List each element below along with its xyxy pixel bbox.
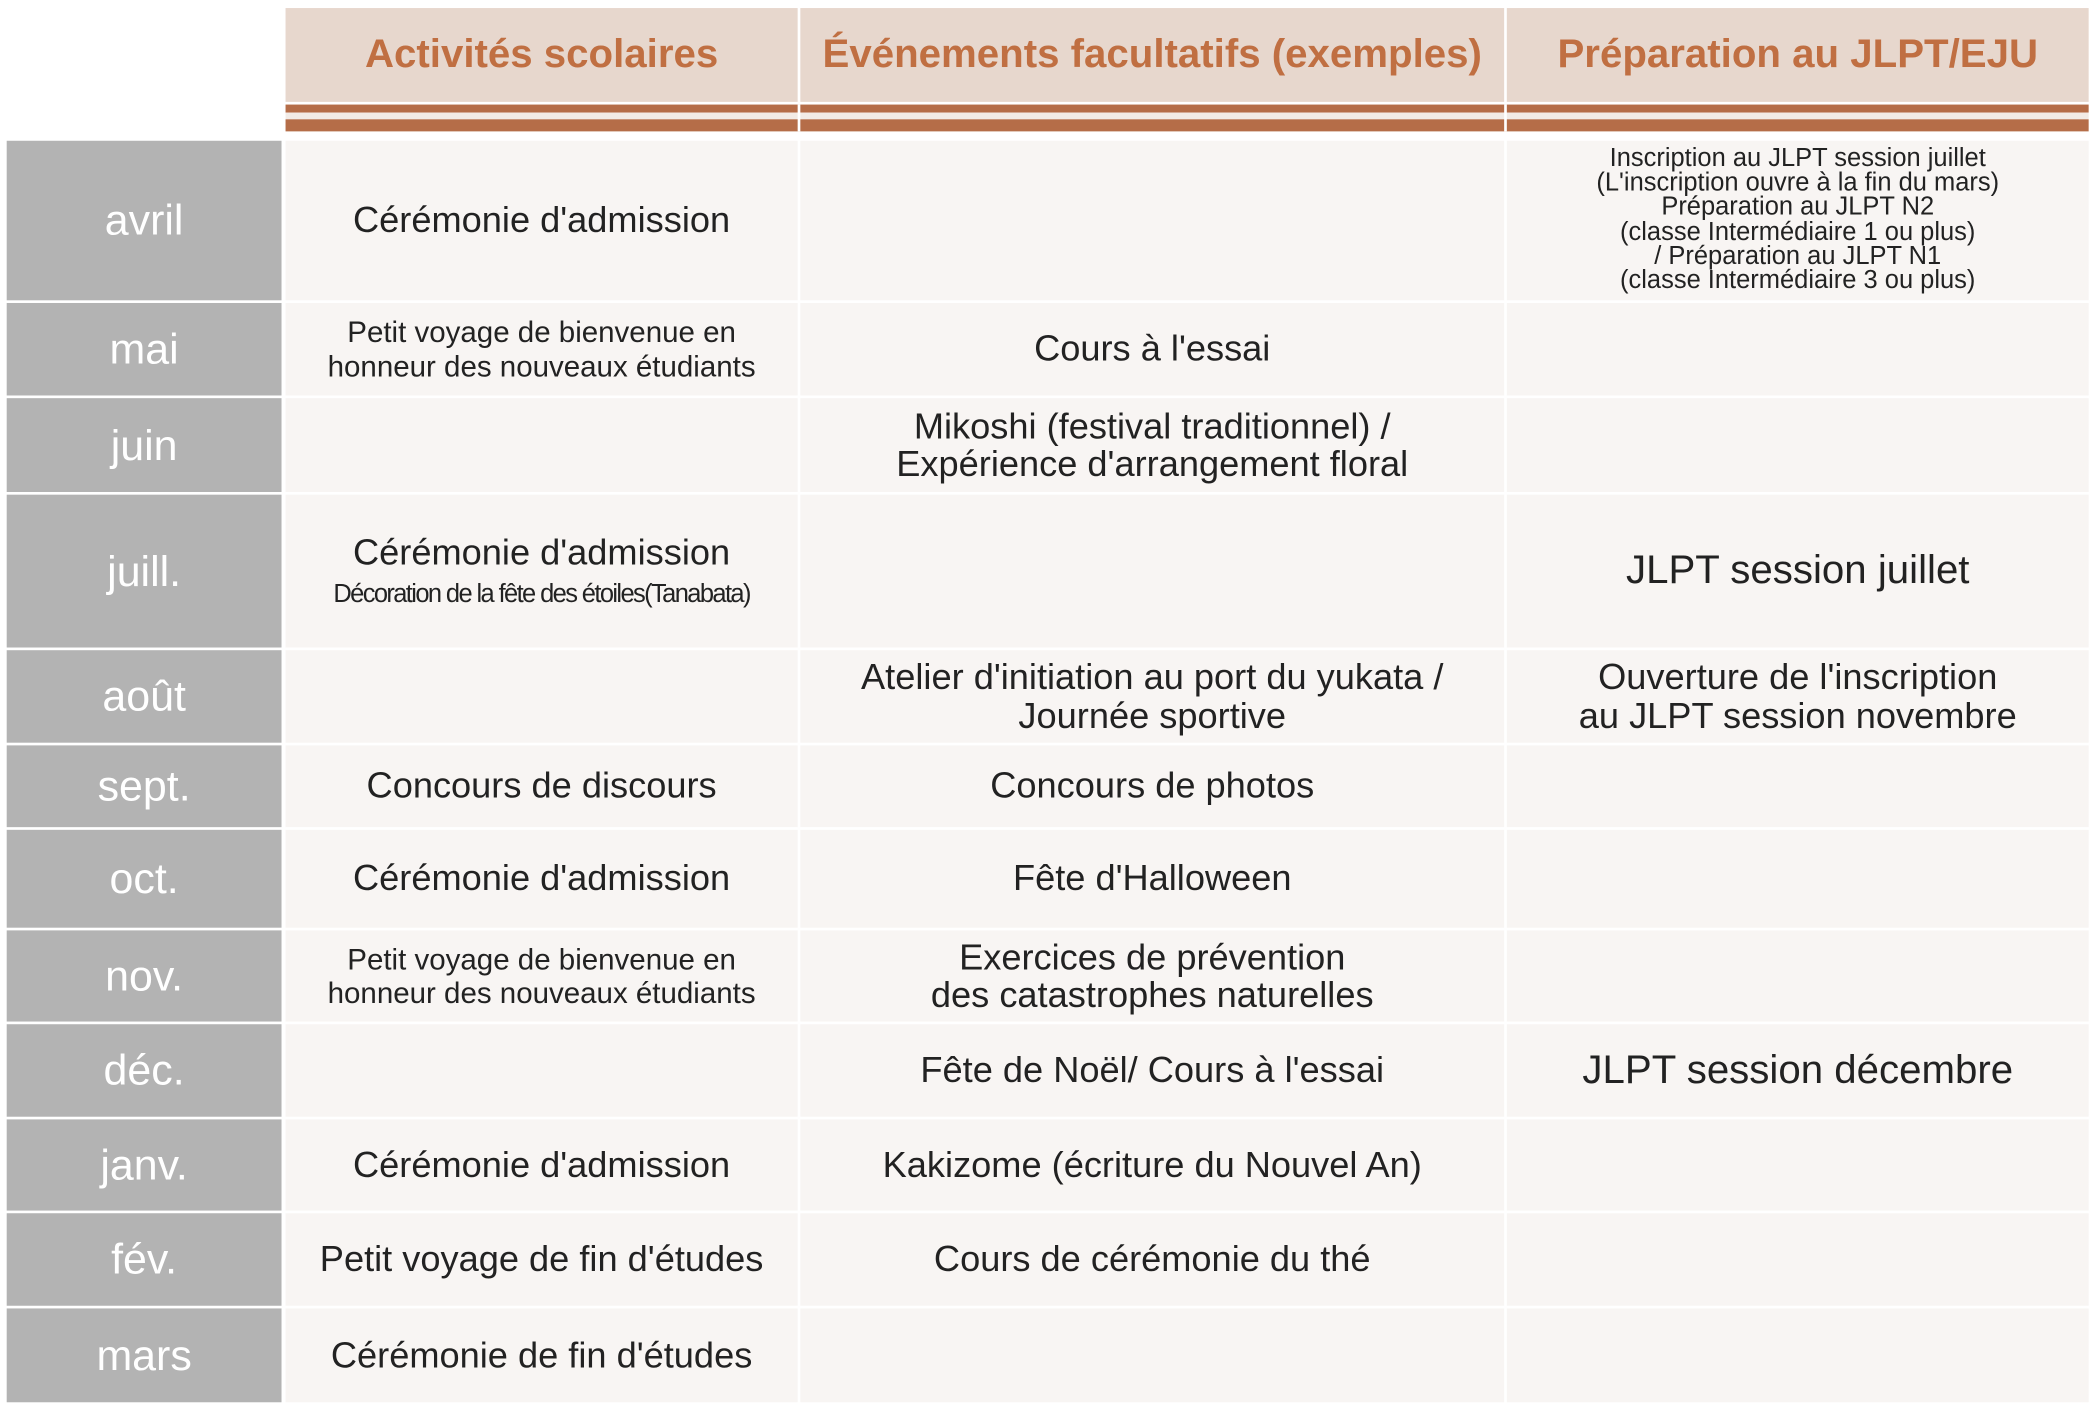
school-activity-cell <box>286 398 798 492</box>
school-activity-cell <box>286 1024 798 1117</box>
school-activity-cell <box>286 650 798 743</box>
jlpt-prep-cell: Ouverture de l'inscription au JLPT session novembre <box>1507 650 2089 743</box>
month-juillet: juill. <box>7 495 282 648</box>
jlpt-prep-cell: Inscription au JLPT session juillet (L'inscription ouvre à la fin du mars) Préparation au JLPT N2 (classe Intermédiaire 1 ou plus) / Préparation au JLPT N1 (classe Intermédiaire 3 ou plus) <box>1507 141 2089 301</box>
month-fevrier: fév. <box>7 1213 282 1306</box>
header-divider-separator <box>1504 105 1507 132</box>
school-activity-cell: Petit voyage de bienvenue en honneur des nouveaux étudiants <box>286 303 798 396</box>
jlpt-prep-cell: JLPT session juillet <box>1507 495 2089 648</box>
month-juin: juin <box>7 398 282 492</box>
header-jlpt-preparation: Préparation au JLPT/EJU <box>1507 8 2089 102</box>
header-school-activities: Activités scolaires <box>286 8 798 102</box>
header-divider-gap <box>286 113 2089 120</box>
school-activity-cell: Cérémonie d'admission <box>286 830 798 928</box>
header-divider-bottom <box>286 119 2089 131</box>
jlpt-prep-cell <box>1507 830 2089 928</box>
jlpt-prep-cell <box>1507 1308 2089 1402</box>
school-activity-cell: Cérémonie d'admission <box>286 141 798 301</box>
optional-event-cell <box>800 495 1504 648</box>
optional-event-cell: Cours à l'essai <box>800 303 1504 396</box>
jlpt-prep-cell <box>1507 1119 2089 1210</box>
optional-event-cell: Concours de photos <box>800 745 1504 827</box>
optional-event-cell: Mikoshi (festival traditionnel) / Expérience d'arrangement floral <box>800 398 1504 492</box>
optional-event-cell: Cours de cérémonie du thé <box>800 1213 1504 1306</box>
month-avril: avril <box>7 141 282 301</box>
jlpt-prep-cell: JLPT session décembre <box>1507 1024 2089 1117</box>
jlpt-prep-cell <box>1507 1213 2089 1306</box>
header-divider-top <box>286 105 2089 113</box>
jlpt-prep-cell <box>1507 398 2089 492</box>
school-activity-note: Décoration de la fête des étoiles(Tanabata) <box>333 580 750 609</box>
jlpt-prep-cell <box>1507 930 2089 1021</box>
school-activity-cell: Petit voyage de bienvenue en honneur des nouveaux étudiants <box>286 930 798 1021</box>
school-activity-cell: Concours de discours <box>286 745 798 827</box>
month-septembre: sept. <box>7 745 282 827</box>
school-activity-cell <box>286 495 798 648</box>
optional-event-cell <box>800 141 1504 301</box>
optional-event-cell: Atelier d'initiation au port du yukata / Journée sportive <box>800 650 1504 743</box>
jlpt-prep-cell <box>1507 303 2089 396</box>
month-mars: mars <box>7 1308 282 1402</box>
jlpt-prep-cell <box>1507 745 2089 827</box>
month-octobre: oct. <box>7 830 282 928</box>
school-activity-cell: Petit voyage de fin d'études <box>286 1213 798 1306</box>
school-activity-cell: Cérémonie de fin d'études <box>286 1308 798 1402</box>
month-novembre: nov. <box>7 930 282 1021</box>
month-decembre: déc. <box>7 1024 282 1117</box>
optional-event-cell: Exercices de prévention des catastrophes naturelles <box>800 930 1504 1021</box>
optional-event-cell: Fête d'Halloween <box>800 830 1504 928</box>
school-activity-cell: Cérémonie d'admission <box>286 1119 798 1210</box>
header-divider-separator <box>798 105 801 132</box>
optional-event-cell: Kakizome (écriture du Nouvel An) <box>800 1119 1504 1210</box>
header-optional-events: Événements facultatifs (exemples) <box>800 8 1504 102</box>
month-aout: août <box>7 650 282 743</box>
month-mai: mai <box>7 303 282 396</box>
optional-event-cell: Fête de Noël/ Cours à l'essai <box>800 1024 1504 1117</box>
optional-event-cell <box>800 1308 1504 1402</box>
school-activity-text: Cérémonie d'admission <box>353 532 731 573</box>
month-janvier: janv. <box>7 1119 282 1210</box>
